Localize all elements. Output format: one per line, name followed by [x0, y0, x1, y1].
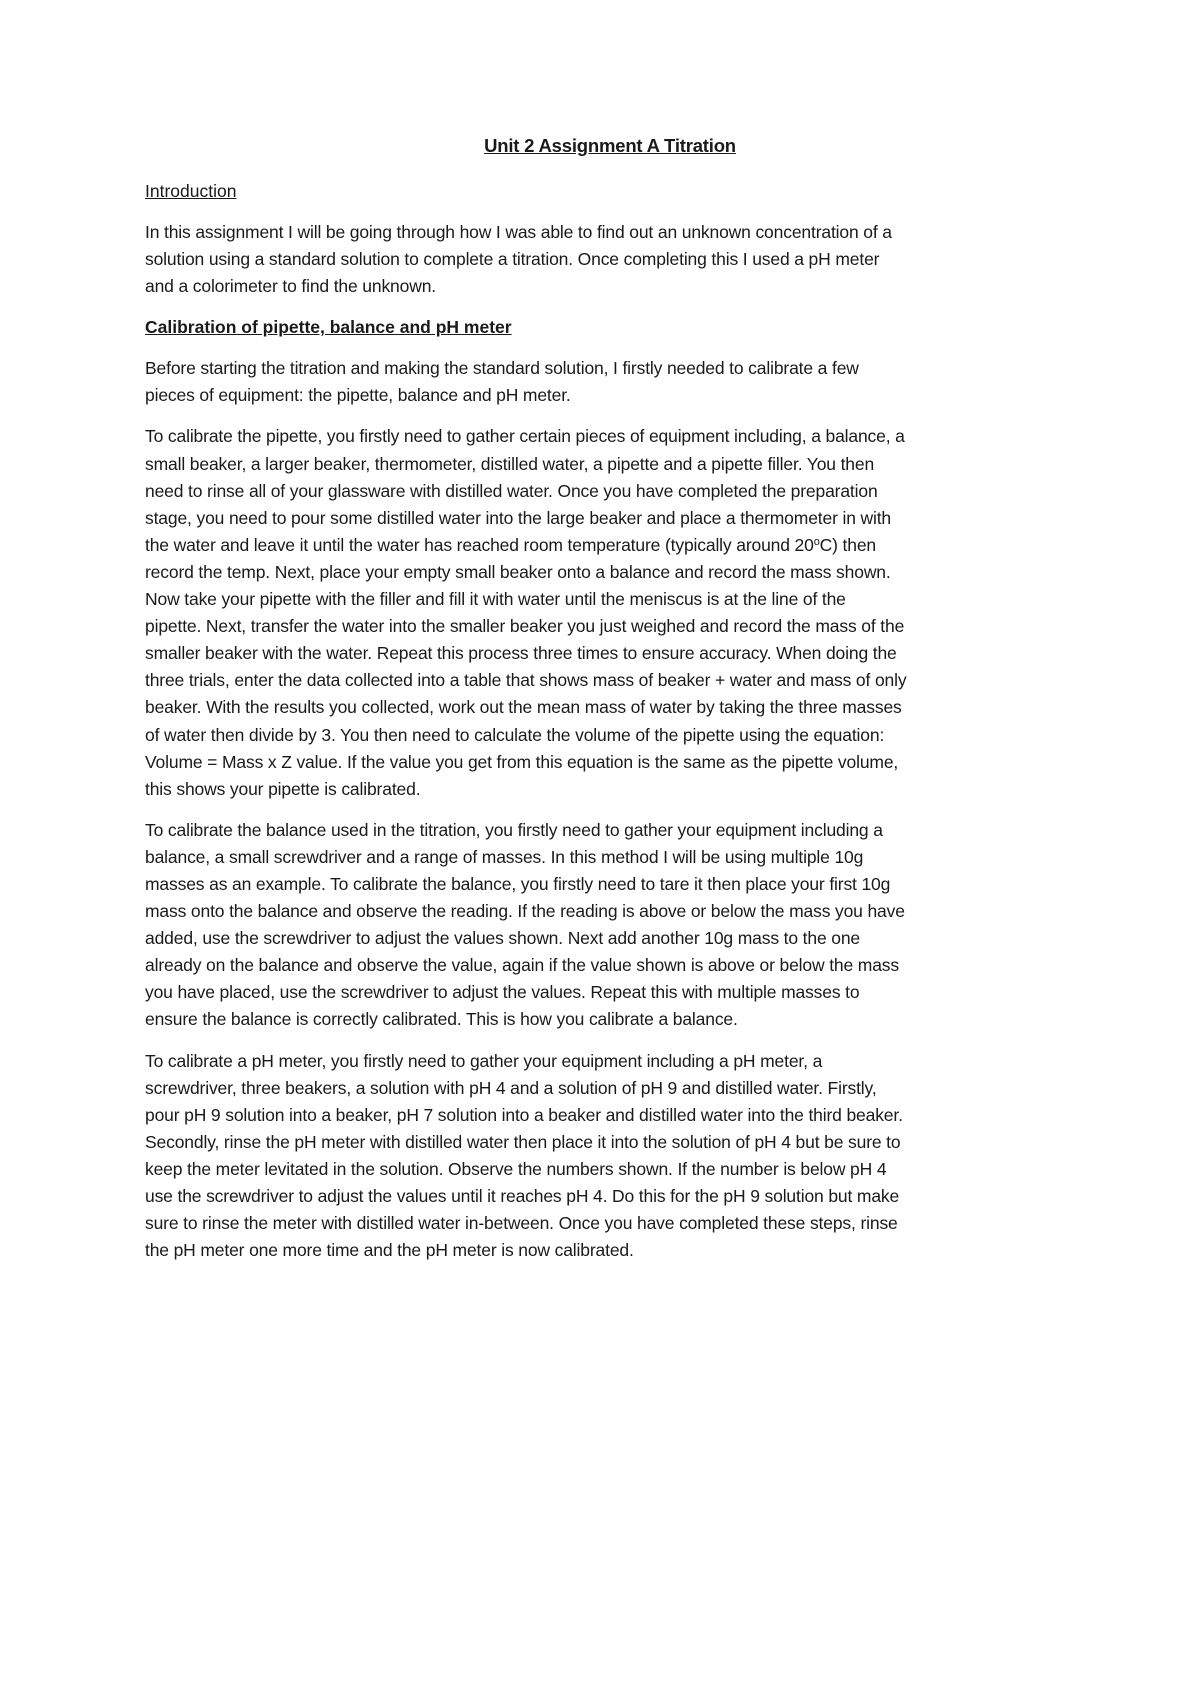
text-line: ensure the balance is correctly calibrated. This is how you calibrate a balance.	[145, 1009, 738, 1030]
text-line: the pH meter one more time and the pH meter is now calibrated.	[145, 1240, 634, 1261]
paragraph-balance-calibration	[145, 817, 1075, 1034]
text-line: you have placed, use the screwdriver to adjust the values. Repeat this with multiple masses to	[145, 982, 860, 1003]
text-line: Now take your pipette with the filler and fill it with water until the meniscus is at the line of the	[145, 589, 846, 610]
text-line: pipette. Next, transfer the water into the smaller beaker you just weighed and record the mass of the	[145, 616, 905, 637]
text-line: To calibrate the pipette, you firstly need to gather certain pieces of equipment including, a balance, a	[145, 426, 905, 447]
paragraph-pipette-calibration	[145, 423, 1075, 802]
degree-symbol: o	[813, 535, 820, 548]
text-line: balance, a small screwdriver and a range of masses. In this method I will be using multiple 10g	[145, 846, 864, 867]
text-line: sure to rinse the meter with distilled water in-between. Once you have completed these steps, rinse	[145, 1213, 898, 1234]
text-line: and a colorimeter to find the unknown.	[145, 276, 437, 297]
text-line: masses as an example. To calibrate the balance, you firstly need to tare it then place your first 10g	[145, 873, 891, 894]
text-line: solution using a standard solution to complete a titration. Once completing this I used a pH meter	[145, 249, 880, 270]
text-line: pour pH 9 solution into a beaker, pH 7 solution into a beaker and distilled water into the third beaker.	[145, 1104, 903, 1125]
document-title: Unit 2 Assignment A Titration	[484, 135, 736, 156]
text-line: screwdriver, three beakers, a solution with pH 4 and a solution of pH 9 and distilled water. Firstly,	[145, 1077, 877, 1098]
text-line: Secondly, rinse the pH meter with distilled water then place it into the solution of pH 4 but be sure to	[145, 1131, 901, 1152]
text-line: Before starting the titration and making the standard solution, I firstly needed to calibrate a few	[145, 358, 859, 379]
text-fragment: the water and leave it until the water has reached room temperature (typically around 20	[145, 534, 814, 555]
text-line: mass onto the balance and observe the reading. If the reading is above or below the mass you have	[145, 901, 905, 922]
text-line: To calibrate the balance used in the titration, you firstly need to gather your equipment including a	[145, 819, 883, 840]
paragraph-ph-meter-calibration	[145, 1048, 1075, 1265]
text-line-with-temperature	[145, 532, 1075, 559]
text-line: this shows your pipette is calibrated.	[145, 778, 421, 799]
text-line: already on the balance and observe the value, again if the value shown is above or below the mass	[145, 955, 899, 976]
text-line: beaker. With the results you collected, work out the mean mass of water by taking the three masses	[145, 697, 902, 718]
text-line: use the screwdriver to adjust the values until it reaches pH 4. Do this for the pH 9 solution but make	[145, 1186, 900, 1206]
document-body	[145, 132, 1075, 1278]
text-line: need to rinse all of your glassware with distilled water. Once you have completed the preparation	[145, 480, 878, 501]
text-fragment: C) then	[819, 534, 877, 555]
text-line: To calibrate a pH meter, you firstly need to gather your equipment including a pH meter, a	[145, 1050, 823, 1071]
text-line: smaller beaker with the water. Repeat this process three times to ensure accuracy. When doing the	[145, 643, 897, 664]
text-line: small beaker, a larger beaker, thermometer, distilled water, a pipette and a pipette filler. You then	[145, 453, 875, 474]
text-line: stage, you need to pour some distilled water into the large beaker and place a thermometer in with	[145, 507, 892, 528]
text-line: of water then divide by 3. You then need to calculate the volume of the pipette using the equation:	[145, 724, 885, 745]
text-line: added, use the screwdriver to adjust the values shown. Next add another 10g mass to the one	[145, 928, 860, 949]
text-line: pieces of equipment: the pipette, balance and pH meter.	[145, 385, 571, 406]
text-line: record the temp. Next, place your empty small beaker onto a balance and record the mass shown.	[145, 561, 891, 582]
paragraph-introduction	[145, 219, 1075, 300]
section-heading-introduction: Introduction	[145, 181, 237, 201]
text-line: Volume = Mass x Z value. If the value you get from this equation is the same as the pipette volume,	[145, 751, 899, 772]
text-line: keep the meter levitated in the solution. Observe the numbers shown. If the number is below pH 4	[145, 1158, 887, 1179]
text-line: In this assignment I will be going through how I was able to find out an unknown concentration of a	[145, 222, 892, 242]
paragraph-calibration-intro	[145, 355, 1075, 409]
section-heading-calibration: Calibration of pipette, balance and pH meter	[145, 317, 512, 338]
text-line: three trials, enter the data collected into a table that shows mass of beaker + water and mass of only	[145, 670, 907, 691]
